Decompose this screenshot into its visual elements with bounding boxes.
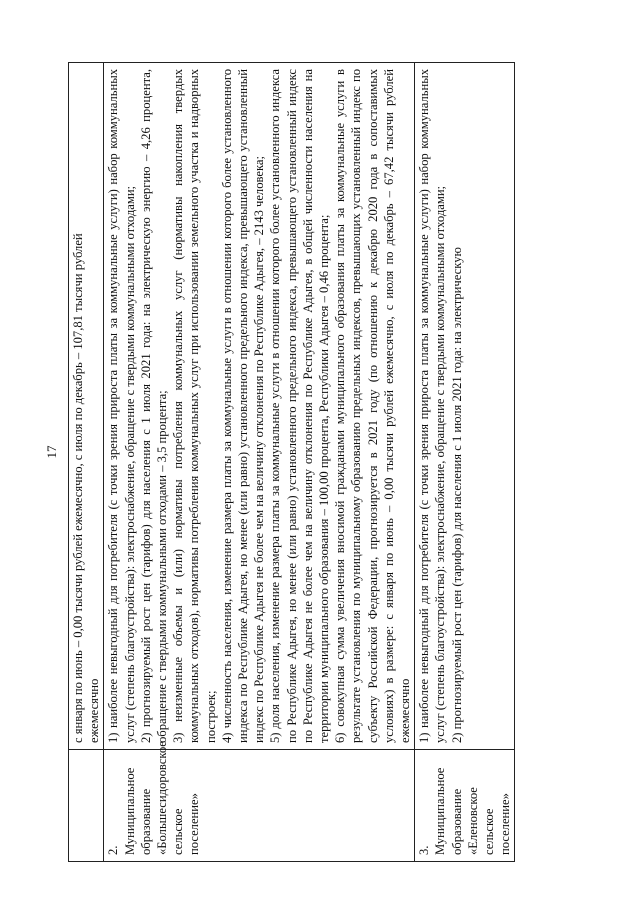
- table-row: [69, 63, 104, 862]
- cell-paragraph: 1) наиболее невыгодный для потребителя (с точки зрения прироста платы за коммунальные услуги) набор коммунальных услуг (степень благоустройства): электроснабжение, обращение с твердыми коммунальными отходами;: [106, 69, 137, 743]
- table-row: [415, 63, 515, 862]
- table-cell-name: 2. Муниципальное образование «Большесидоровское сельское поселение»: [104, 750, 415, 862]
- cell-paragraph: ежемесячно: [87, 678, 102, 743]
- cell-paragraph: 6) совокупная сумма увеличения вносимой гражданами муниципального образования платы за коммунальные услуги в результате установления по муниципальному образованию предельных индексов, превышающих установленный индекс по субъекту Российской Федерации, прогнозируется в 2021 году (по отношению к декабрю 2020 года в сопоставимых условиях) в размере: с января по июнь – 0,00 тысячи рублей ежемесячно, с июля по декабрь – 67,42 тысячи рублей ежемесячно: [333, 69, 413, 743]
- municipal-table: [68, 62, 515, 862]
- cell-paragraph: с января по июнь – 0,00 тысячи рублей ежемесячно, с июля по декабрь – 107,81 тысячи рублей: [71, 233, 85, 743]
- cell-paragraph: 4) численность населения, изменение размера платы за коммунальные услуги в отношении которого более установленного индекса по Республике Адыгея, но менее (или равно) установленного предельного индекса, превышающего установленный индекс по Республике Адыгея не более чем на величину отклонения по Республике Адыгея, – 2143 человека;: [219, 69, 267, 743]
- table-cell-content: [69, 63, 104, 750]
- cell-paragraph: 2) прогнозируемый рост цен (тарифов) для населения с 1 июля 2021 года: на электрическую: [449, 247, 464, 743]
- table-cell-name: [69, 750, 104, 862]
- table-cell-name: 3. Муниципальное образование «Еленовское сельское поселение»: [415, 750, 515, 862]
- cell-paragraph: 5) доля населения, изменение размера платы за коммунальные услуги в отношении которого более установленного индекса по Республике Адыгея, но менее (или равно) установленного предельного индекса, превышающего установленный индекс по Республике Адыгея не более чем на величину отклонения по Республике Адыгея, в общей численности населения на территории муниципального образования – 100,00 процента, Республики Адыгея – 0,46 процента;: [268, 69, 332, 743]
- table-cell-content: [415, 63, 515, 750]
- table-cell-content: [104, 63, 415, 750]
- cell-paragraph: 1) наиболее невыгодный для потребителя (с точки зрения прироста платы за коммунальные услуги) набор коммунальных услуг (степень благоустройства): электроснабжение, обращение с твердыми коммунальными отходами;: [417, 69, 448, 743]
- table-row: [104, 63, 415, 862]
- cell-paragraph: 2) прогнозируемый рост цен (тарифов) для населения с 1 июля 2021 года: на электрическую энергию – 4,26 процента, обращение с твердыми коммунальными отходами – 3,5 процента;: [138, 69, 170, 743]
- cell-paragraph: 3) неизменные объемы и (или) нормативы потребления коммунальных услуг (нормативы накопления твердых коммунальных отходов), нормативы потребления коммунальных услуг при использовании земельного участка и надворных построек;: [171, 69, 218, 743]
- rotated-page-content: [68, 62, 628, 862]
- page-number: 17: [44, 445, 59, 459]
